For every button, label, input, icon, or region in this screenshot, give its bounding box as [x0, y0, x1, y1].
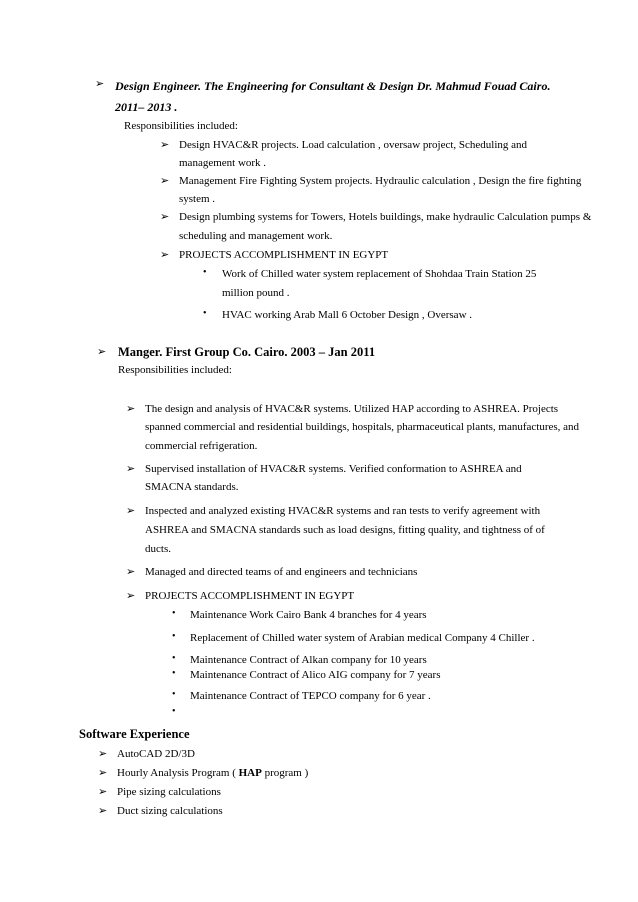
job2-item-cont: SMACNA standards.	[145, 481, 239, 493]
arrow-bullet-icon: ➢	[97, 346, 107, 358]
job2-projects-heading: PROJECTS ACCOMPLISHMENT IN EGYPT	[145, 590, 355, 602]
job2-project: Maintenance Work Cairo Bank 4 branches for 4 years	[190, 609, 427, 621]
software-item-hap-bold: HAP	[238, 767, 262, 779]
job2-title: Manger. First Group Co. Cairo. 2003 – Jan 2011	[118, 345, 376, 359]
job2-item: Supervised installation of HVAC&R systems. Verified conformation to ASHREA and	[145, 463, 522, 475]
job1-project: Work of Chilled water system replacement of Shohdaa Train Station 25	[222, 268, 537, 280]
arrow-bullet-icon: ➢	[160, 139, 170, 151]
bullet-dot-icon: •	[172, 689, 176, 700]
software-item: Duct sizing calculations	[117, 805, 223, 817]
software-item: Pipe sizing calculations	[117, 786, 221, 798]
arrow-bullet-icon: ➢	[126, 505, 136, 517]
arrow-bullet-icon: ➢	[98, 786, 108, 798]
job1-item-cont: system .	[179, 193, 216, 205]
job1-item: Management Fire Fighting System projects. Hydraulic calculation , Design the fire fighting	[179, 175, 582, 187]
software-item	[117, 767, 308, 779]
job1-item-cont: management work .	[179, 157, 267, 169]
bullet-dot-icon: •	[203, 308, 207, 319]
arrow-bullet-icon: ➢	[126, 590, 136, 602]
job1-projects-heading: PROJECTS ACCOMPLISHMENT IN EGYPT	[179, 249, 389, 261]
software-item-hap-prefix: Hourly Analysis Program (	[117, 767, 239, 779]
job2-project: Replacement of Chilled water system of Arabian medical Company 4 Chiller .	[190, 632, 535, 644]
bullet-dot-icon: •	[172, 608, 176, 619]
arrow-bullet-icon: ➢	[126, 566, 136, 578]
job1-title-line1: Design Engineer. The Engineering for Consultant & Design Dr. Mahmud Fouad Cairo.	[115, 79, 551, 93]
job2-item: The design and analysis of HVAC&R systems. Utilized HAP according to ASHREA. Projects	[145, 403, 559, 415]
job2-item-cont: ASHREA and SMACNA standards such as load designs, fitting quality, and tightness of of	[145, 524, 545, 536]
bullet-dot-icon: •	[172, 653, 176, 664]
arrow-bullet-icon: ➢	[126, 403, 136, 415]
bullet-dot-icon: •	[172, 668, 176, 679]
software-heading: Software Experience	[79, 727, 190, 741]
job1-responsibilities-label: Responsibilities included:	[124, 120, 238, 132]
job2-project: Maintenance Contract of Alico AIG company for 7 years	[190, 669, 441, 681]
arrow-bullet-icon: ➢	[98, 767, 108, 779]
job2-item-cont: commercial refrigeration.	[145, 440, 258, 452]
job2-project: Maintenance Contract of Alkan company for 10 years	[190, 654, 427, 666]
job2-project: Maintenance Contract of TEPCO company for 6 year .	[190, 690, 431, 702]
job2-item: Managed and directed teams of and engineers and technicians	[145, 566, 418, 578]
arrow-bullet-icon: ➢	[95, 78, 105, 90]
job1-title-line2: 2011– 2013 .	[115, 100, 178, 114]
arrow-bullet-icon: ➢	[160, 211, 170, 223]
arrow-bullet-icon: ➢	[98, 748, 108, 760]
job1-project: HVAC working Arab Mall 6 October Design , Oversaw .	[222, 309, 473, 321]
arrow-bullet-icon: ➢	[126, 463, 136, 475]
job1-project-cont: million pound .	[222, 287, 290, 299]
arrow-bullet-icon: ➢	[98, 805, 108, 817]
bullet-dot-icon: •	[172, 631, 176, 642]
job2-item-cont: ducts.	[145, 543, 171, 555]
job2-item-cont: spanned commercial and residential buildings, hospitals, pharmaceutical plants, manufactures, and	[145, 421, 580, 433]
job1-item-cont: scheduling and management work.	[179, 230, 333, 242]
job2-responsibilities-label: Responsibilities included:	[118, 364, 232, 376]
bullet-dot-icon: •	[203, 267, 207, 278]
bullet-dot-icon: •	[172, 706, 176, 717]
software-item: AutoCAD 2D/3D	[117, 748, 195, 760]
job2-item: Inspected and analyzed existing HVAC&R systems and ran tests to verify agreement with	[145, 505, 541, 517]
job1-item: Design plumbing systems for Towers, Hotels buildings, make hydraulic Calculation pumps &	[179, 211, 592, 223]
job1-item: Design HVAC&R projects. Load calculation , oversaw project, Scheduling and	[179, 139, 528, 151]
arrow-bullet-icon: ➢	[160, 249, 170, 261]
software-item-hap-suffix: program )	[261, 767, 309, 779]
arrow-bullet-icon: ➢	[160, 175, 170, 187]
